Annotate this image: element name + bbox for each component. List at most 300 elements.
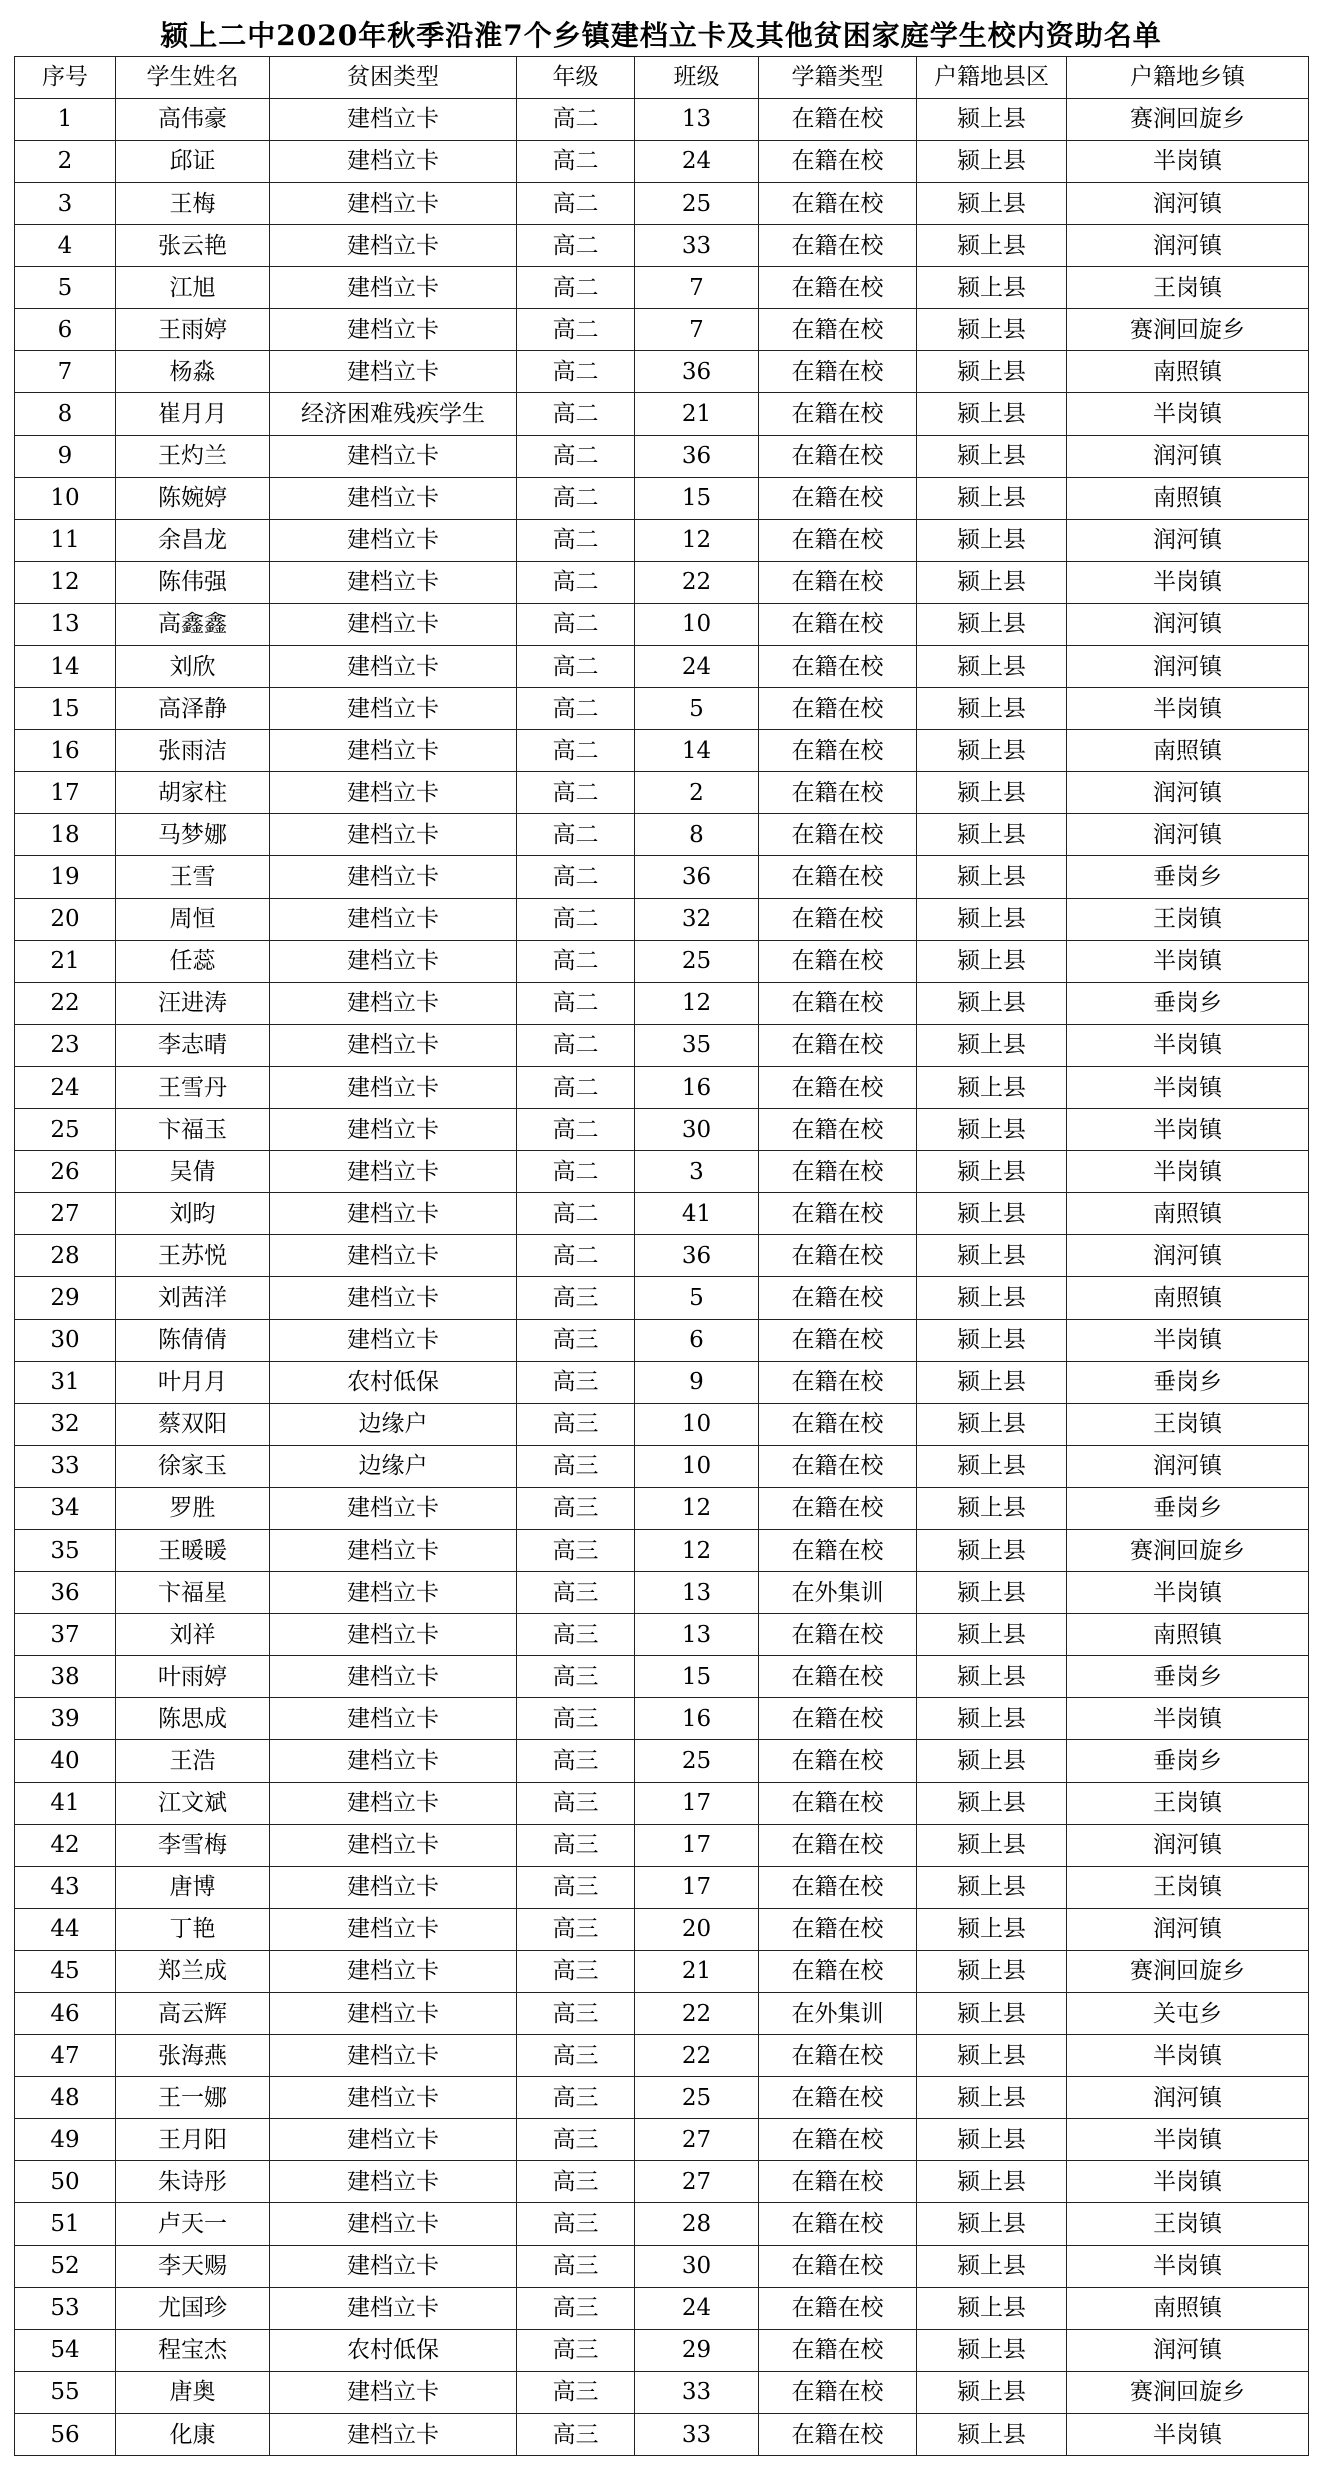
cell-poverty-type: 建档立卡	[270, 225, 517, 267]
cell-grade: 高二	[517, 561, 635, 603]
cell-index: 8	[15, 393, 116, 435]
cell-county: 颍上县	[917, 2161, 1067, 2203]
cell-enrollment-type: 在籍在校	[759, 1066, 917, 1108]
cell-county: 颍上县	[917, 1277, 1067, 1319]
cell-enrollment-type: 在籍在校	[759, 1487, 917, 1529]
cell-name: 王雨婷	[116, 309, 270, 351]
table-row	[15, 2119, 1309, 2161]
cell-county: 颍上县	[917, 1866, 1067, 1908]
cell-grade: 高二	[517, 898, 635, 940]
cell-index: 36	[15, 1572, 116, 1614]
table-row	[15, 2077, 1309, 2119]
cell-class: 20	[635, 1908, 759, 1950]
table-row	[15, 1614, 1309, 1656]
cell-name: 高云辉	[116, 1993, 270, 2035]
cell-township: 半岗镇	[1067, 1319, 1309, 1361]
cell-class: 13	[635, 98, 759, 140]
table-row	[15, 1193, 1309, 1235]
cell-township: 半岗镇	[1067, 1024, 1309, 1066]
cell-township: 垂岗乡	[1067, 1656, 1309, 1698]
cell-enrollment-type: 在籍在校	[759, 2329, 917, 2371]
cell-poverty-type: 建档立卡	[270, 688, 517, 730]
cell-county: 颍上县	[917, 2287, 1067, 2329]
document-title: 颍上二中2020年秋季沿淮7个乡镇建档立卡及其他贫困家庭学生校内资助名单	[160, 19, 1162, 52]
cell-township: 润河镇	[1067, 2077, 1309, 2119]
cell-poverty-type: 建档立卡	[270, 2413, 517, 2455]
cell-county: 颍上县	[917, 393, 1067, 435]
cell-poverty-type: 建档立卡	[270, 898, 517, 940]
table-row	[15, 2287, 1309, 2329]
cell-poverty-type: 建档立卡	[270, 1740, 517, 1782]
table-row	[15, 982, 1309, 1024]
cell-poverty-type: 建档立卡	[270, 646, 517, 688]
table-header-row	[15, 57, 1309, 99]
cell-name: 王月阳	[116, 2119, 270, 2161]
cell-township: 南照镇	[1067, 1193, 1309, 1235]
table-row	[15, 519, 1309, 561]
cell-grade: 高三	[517, 1445, 635, 1487]
cell-township: 赛涧回旋乡	[1067, 2371, 1309, 2413]
cell-county: 颍上县	[917, 2329, 1067, 2371]
cell-name: 高泽静	[116, 688, 270, 730]
cell-enrollment-type: 在籍在校	[759, 393, 917, 435]
table-row	[15, 267, 1309, 309]
cell-class: 30	[635, 1109, 759, 1151]
cell-township: 半岗镇	[1067, 2161, 1309, 2203]
cell-name: 化康	[116, 2413, 270, 2455]
cell-township: 润河镇	[1067, 1824, 1309, 1866]
table-row	[15, 688, 1309, 730]
cell-name: 蔡双阳	[116, 1403, 270, 1445]
cell-township: 润河镇	[1067, 435, 1309, 477]
cell-poverty-type: 建档立卡	[270, 1824, 517, 1866]
cell-index: 53	[15, 2287, 116, 2329]
cell-poverty-type: 建档立卡	[270, 1529, 517, 1571]
cell-class: 22	[635, 1993, 759, 2035]
cell-enrollment-type: 在籍在校	[759, 561, 917, 603]
cell-grade: 高二	[517, 982, 635, 1024]
cell-name: 吴倩	[116, 1151, 270, 1193]
table-row	[15, 1403, 1309, 1445]
table-row	[15, 2329, 1309, 2371]
table-row	[15, 1824, 1309, 1866]
cell-enrollment-type: 在籍在校	[759, 688, 917, 730]
cell-grade: 高三	[517, 1866, 635, 1908]
cell-name: 李志晴	[116, 1024, 270, 1066]
cell-county: 颍上县	[917, 225, 1067, 267]
cell-enrollment-type: 在籍在校	[759, 2287, 917, 2329]
cell-poverty-type: 建档立卡	[270, 1908, 517, 1950]
cell-grade: 高三	[517, 2077, 635, 2119]
cell-index: 4	[15, 225, 116, 267]
cell-township: 半岗镇	[1067, 140, 1309, 182]
cell-county: 颍上县	[917, 1993, 1067, 2035]
cell-poverty-type: 建档立卡	[270, 140, 517, 182]
cell-enrollment-type: 在籍在校	[759, 1235, 917, 1277]
cell-name: 王苏悦	[116, 1235, 270, 1277]
cell-township: 垂岗乡	[1067, 1740, 1309, 1782]
cell-county: 颍上县	[917, 351, 1067, 393]
cell-enrollment-type: 在籍在校	[759, 519, 917, 561]
cell-class: 36	[635, 856, 759, 898]
cell-grade: 高三	[517, 1361, 635, 1403]
cell-county: 颍上县	[917, 856, 1067, 898]
cell-enrollment-type: 在外集训	[759, 1572, 917, 1614]
cell-township: 半岗镇	[1067, 393, 1309, 435]
cell-enrollment-type: 在籍在校	[759, 1782, 917, 1824]
cell-county: 颍上县	[917, 940, 1067, 982]
cell-county: 颍上县	[917, 1740, 1067, 1782]
cell-index: 29	[15, 1277, 116, 1319]
cell-class: 21	[635, 1950, 759, 1992]
table-row	[15, 856, 1309, 898]
cell-township: 半岗镇	[1067, 1109, 1309, 1151]
cell-township: 润河镇	[1067, 1908, 1309, 1950]
cell-name: 高鑫鑫	[116, 603, 270, 645]
table-row	[15, 1698, 1309, 1740]
cell-poverty-type: 建档立卡	[270, 856, 517, 898]
table-row	[15, 1109, 1309, 1151]
cell-poverty-type: 建档立卡	[270, 1235, 517, 1277]
cell-name: 高伟豪	[116, 98, 270, 140]
cell-township: 垂岗乡	[1067, 856, 1309, 898]
column-header-poverty-type: 贫困类型	[270, 57, 517, 99]
cell-class: 32	[635, 898, 759, 940]
cell-class: 35	[635, 1024, 759, 1066]
cell-enrollment-type: 在籍在校	[759, 98, 917, 140]
cell-name: 徐家玉	[116, 1445, 270, 1487]
cell-class: 15	[635, 1656, 759, 1698]
cell-index: 17	[15, 772, 116, 814]
cell-township: 润河镇	[1067, 182, 1309, 224]
cell-grade: 高三	[517, 1656, 635, 1698]
column-header-class: 班级	[635, 57, 759, 99]
cell-class: 2	[635, 772, 759, 814]
cell-poverty-type: 建档立卡	[270, 351, 517, 393]
column-header-county: 户籍地县区	[917, 57, 1067, 99]
cell-name: 王灼兰	[116, 435, 270, 477]
cell-enrollment-type: 在籍在校	[759, 1151, 917, 1193]
cell-grade: 高二	[517, 856, 635, 898]
cell-grade: 高三	[517, 2245, 635, 2287]
table-row	[15, 772, 1309, 814]
table-row	[15, 393, 1309, 435]
cell-name: 叶月月	[116, 1361, 270, 1403]
cell-class: 14	[635, 730, 759, 772]
cell-name: 罗胜	[116, 1487, 270, 1529]
table-row	[15, 1950, 1309, 1992]
cell-enrollment-type: 在籍在校	[759, 1403, 917, 1445]
cell-name: 王梅	[116, 182, 270, 224]
cell-name: 王暖暖	[116, 1529, 270, 1571]
cell-poverty-type: 建档立卡	[270, 1698, 517, 1740]
cell-township: 王岗镇	[1067, 1782, 1309, 1824]
cell-name: 叶雨婷	[116, 1656, 270, 1698]
cell-index: 34	[15, 1487, 116, 1529]
cell-county: 颍上县	[917, 267, 1067, 309]
table-row	[15, 1529, 1309, 1571]
cell-index: 52	[15, 2245, 116, 2287]
cell-enrollment-type: 在籍在校	[759, 1361, 917, 1403]
table-row	[15, 1319, 1309, 1361]
cell-township: 润河镇	[1067, 519, 1309, 561]
cell-county: 颍上县	[917, 2245, 1067, 2287]
cell-poverty-type: 建档立卡	[270, 1572, 517, 1614]
cell-poverty-type: 建档立卡	[270, 1866, 517, 1908]
cell-class: 29	[635, 2329, 759, 2371]
cell-index: 49	[15, 2119, 116, 2161]
cell-grade: 高二	[517, 1193, 635, 1235]
cell-class: 30	[635, 2245, 759, 2287]
cell-index: 19	[15, 856, 116, 898]
cell-enrollment-type: 在籍在校	[759, 1950, 917, 1992]
cell-enrollment-type: 在籍在校	[759, 267, 917, 309]
cell-class: 17	[635, 1866, 759, 1908]
cell-index: 7	[15, 351, 116, 393]
column-header-grade: 年级	[517, 57, 635, 99]
cell-grade: 高二	[517, 688, 635, 730]
cell-name: 陈倩倩	[116, 1319, 270, 1361]
cell-poverty-type: 建档立卡	[270, 814, 517, 856]
cell-county: 颍上县	[917, 2203, 1067, 2245]
cell-county: 颍上县	[917, 814, 1067, 856]
cell-grade: 高三	[517, 1277, 635, 1319]
cell-class: 12	[635, 519, 759, 561]
cell-grade: 高二	[517, 477, 635, 519]
cell-enrollment-type: 在籍在校	[759, 1109, 917, 1151]
cell-enrollment-type: 在籍在校	[759, 1908, 917, 1950]
cell-grade: 高三	[517, 2161, 635, 2203]
cell-poverty-type: 建档立卡	[270, 435, 517, 477]
table-row	[15, 1024, 1309, 1066]
cell-poverty-type: 建档立卡	[270, 1109, 517, 1151]
cell-class: 25	[635, 1740, 759, 1782]
cell-name: 江文斌	[116, 1782, 270, 1824]
cell-county: 颍上县	[917, 435, 1067, 477]
table-row	[15, 1908, 1309, 1950]
cell-name: 王雪	[116, 856, 270, 898]
cell-township: 垂岗乡	[1067, 982, 1309, 1024]
cell-name: 任蕊	[116, 940, 270, 982]
cell-township: 半岗镇	[1067, 1151, 1309, 1193]
document-sheet	[14, 16, 1308, 2456]
cell-index: 33	[15, 1445, 116, 1487]
cell-enrollment-type: 在籍在校	[759, 351, 917, 393]
cell-grade: 高三	[517, 1993, 635, 2035]
cell-name: 陈思成	[116, 1698, 270, 1740]
cell-class: 12	[635, 982, 759, 1024]
cell-grade: 高三	[517, 1908, 635, 1950]
cell-class: 7	[635, 267, 759, 309]
cell-index: 42	[15, 1824, 116, 1866]
cell-enrollment-type: 在籍在校	[759, 140, 917, 182]
cell-index: 20	[15, 898, 116, 940]
cell-enrollment-type: 在籍在校	[759, 477, 917, 519]
cell-poverty-type: 建档立卡	[270, 1487, 517, 1529]
cell-index: 56	[15, 2413, 116, 2455]
cell-township: 王岗镇	[1067, 1866, 1309, 1908]
cell-grade: 高二	[517, 730, 635, 772]
cell-township: 王岗镇	[1067, 267, 1309, 309]
cell-enrollment-type: 在籍在校	[759, 1824, 917, 1866]
cell-poverty-type: 建档立卡	[270, 730, 517, 772]
cell-township: 润河镇	[1067, 646, 1309, 688]
cell-class: 36	[635, 1235, 759, 1277]
cell-index: 3	[15, 182, 116, 224]
table-row	[15, 477, 1309, 519]
cell-poverty-type: 边缘户	[270, 1445, 517, 1487]
cell-county: 颍上县	[917, 1193, 1067, 1235]
cell-enrollment-type: 在籍在校	[759, 225, 917, 267]
cell-township: 润河镇	[1067, 603, 1309, 645]
cell-index: 23	[15, 1024, 116, 1066]
cell-class: 24	[635, 646, 759, 688]
cell-enrollment-type: 在籍在校	[759, 730, 917, 772]
cell-township: 南照镇	[1067, 730, 1309, 772]
cell-poverty-type: 建档立卡	[270, 309, 517, 351]
cell-name: 刘祥	[116, 1614, 270, 1656]
table-row	[15, 898, 1309, 940]
cell-grade: 高三	[517, 1572, 635, 1614]
cell-grade: 高三	[517, 2329, 635, 2371]
table-row	[15, 603, 1309, 645]
cell-poverty-type: 建档立卡	[270, 519, 517, 561]
cell-county: 颍上县	[917, 982, 1067, 1024]
cell-grade: 高三	[517, 2035, 635, 2077]
table-row	[15, 1656, 1309, 1698]
cell-index: 9	[15, 435, 116, 477]
cell-enrollment-type: 在籍在校	[759, 1866, 917, 1908]
table-row	[15, 1782, 1309, 1824]
cell-county: 颍上县	[917, 1066, 1067, 1108]
table-row	[15, 2203, 1309, 2245]
cell-class: 10	[635, 1403, 759, 1445]
cell-enrollment-type: 在籍在校	[759, 1529, 917, 1571]
cell-enrollment-type: 在籍在校	[759, 2203, 917, 2245]
cell-enrollment-type: 在籍在校	[759, 1193, 917, 1235]
cell-enrollment-type: 在籍在校	[759, 856, 917, 898]
cell-township: 润河镇	[1067, 2329, 1309, 2371]
cell-grade: 高二	[517, 182, 635, 224]
cell-poverty-type: 建档立卡	[270, 1277, 517, 1319]
table-row	[15, 1235, 1309, 1277]
cell-township: 半岗镇	[1067, 1066, 1309, 1108]
cell-grade: 高二	[517, 225, 635, 267]
cell-township: 王岗镇	[1067, 898, 1309, 940]
cell-township: 赛涧回旋乡	[1067, 98, 1309, 140]
cell-enrollment-type: 在籍在校	[759, 646, 917, 688]
cell-county: 颍上县	[917, 1656, 1067, 1698]
table-row	[15, 1993, 1309, 2035]
cell-township: 润河镇	[1067, 772, 1309, 814]
cell-grade: 高二	[517, 519, 635, 561]
cell-township: 南照镇	[1067, 1277, 1309, 1319]
cell-index: 38	[15, 1656, 116, 1698]
cell-index: 5	[15, 267, 116, 309]
cell-county: 颍上县	[917, 1487, 1067, 1529]
cell-name: 江旭	[116, 267, 270, 309]
cell-county: 颍上县	[917, 1614, 1067, 1656]
cell-name: 唐博	[116, 1866, 270, 1908]
cell-county: 颍上县	[917, 1235, 1067, 1277]
cell-grade: 高二	[517, 435, 635, 477]
cell-name: 张雨洁	[116, 730, 270, 772]
cell-enrollment-type: 在籍在校	[759, 1614, 917, 1656]
cell-grade: 高三	[517, 1740, 635, 1782]
cell-county: 颍上县	[917, 1824, 1067, 1866]
cell-poverty-type: 建档立卡	[270, 1319, 517, 1361]
cell-county: 颍上县	[917, 1445, 1067, 1487]
cell-county: 颍上县	[917, 2413, 1067, 2455]
cell-class: 10	[635, 1445, 759, 1487]
cell-grade: 高三	[517, 1403, 635, 1445]
cell-class: 3	[635, 1151, 759, 1193]
cell-index: 10	[15, 477, 116, 519]
cell-name: 尤国珍	[116, 2287, 270, 2329]
cell-county: 颍上县	[917, 1529, 1067, 1571]
cell-name: 李天赐	[116, 2245, 270, 2287]
cell-index: 39	[15, 1698, 116, 1740]
cell-index: 15	[15, 688, 116, 730]
cell-name: 丁艳	[116, 1908, 270, 1950]
cell-class: 13	[635, 1572, 759, 1614]
cell-enrollment-type: 在籍在校	[759, 898, 917, 940]
cell-poverty-type: 建档立卡	[270, 772, 517, 814]
cell-poverty-type: 农村低保	[270, 2329, 517, 2371]
cell-poverty-type: 建档立卡	[270, 1993, 517, 2035]
cell-grade: 高二	[517, 940, 635, 982]
cell-name: 马梦娜	[116, 814, 270, 856]
cell-class: 27	[635, 2161, 759, 2203]
cell-class: 12	[635, 1529, 759, 1571]
table-row	[15, 2245, 1309, 2287]
cell-poverty-type: 建档立卡	[270, 2203, 517, 2245]
column-header-enrollment-type: 学籍类型	[759, 57, 917, 99]
cell-poverty-type: 建档立卡	[270, 477, 517, 519]
cell-township: 润河镇	[1067, 225, 1309, 267]
cell-county: 颍上县	[917, 730, 1067, 772]
cell-class: 12	[635, 1487, 759, 1529]
cell-index: 31	[15, 1361, 116, 1403]
cell-grade: 高二	[517, 814, 635, 856]
cell-index: 45	[15, 1950, 116, 1992]
column-header-index: 序号	[15, 57, 116, 99]
cell-poverty-type: 建档立卡	[270, 2371, 517, 2413]
cell-township: 王岗镇	[1067, 2203, 1309, 2245]
table-row	[15, 2035, 1309, 2077]
cell-index: 2	[15, 140, 116, 182]
cell-poverty-type: 建档立卡	[270, 1193, 517, 1235]
table-row	[15, 1487, 1309, 1529]
cell-name: 陈伟强	[116, 561, 270, 603]
cell-county: 颍上县	[917, 1361, 1067, 1403]
table-row	[15, 646, 1309, 688]
cell-township: 王岗镇	[1067, 1403, 1309, 1445]
cell-county: 颍上县	[917, 772, 1067, 814]
cell-enrollment-type: 在籍在校	[759, 2077, 917, 2119]
cell-grade: 高二	[517, 267, 635, 309]
cell-index: 1	[15, 98, 116, 140]
cell-class: 15	[635, 477, 759, 519]
cell-county: 颍上县	[917, 1572, 1067, 1614]
cell-grade: 高三	[517, 1529, 635, 1571]
cell-enrollment-type: 在籍在校	[759, 435, 917, 477]
table-row	[15, 561, 1309, 603]
cell-county: 颍上县	[917, 1782, 1067, 1824]
cell-county: 颍上县	[917, 1908, 1067, 1950]
cell-class: 17	[635, 1782, 759, 1824]
table-row	[15, 1361, 1309, 1403]
